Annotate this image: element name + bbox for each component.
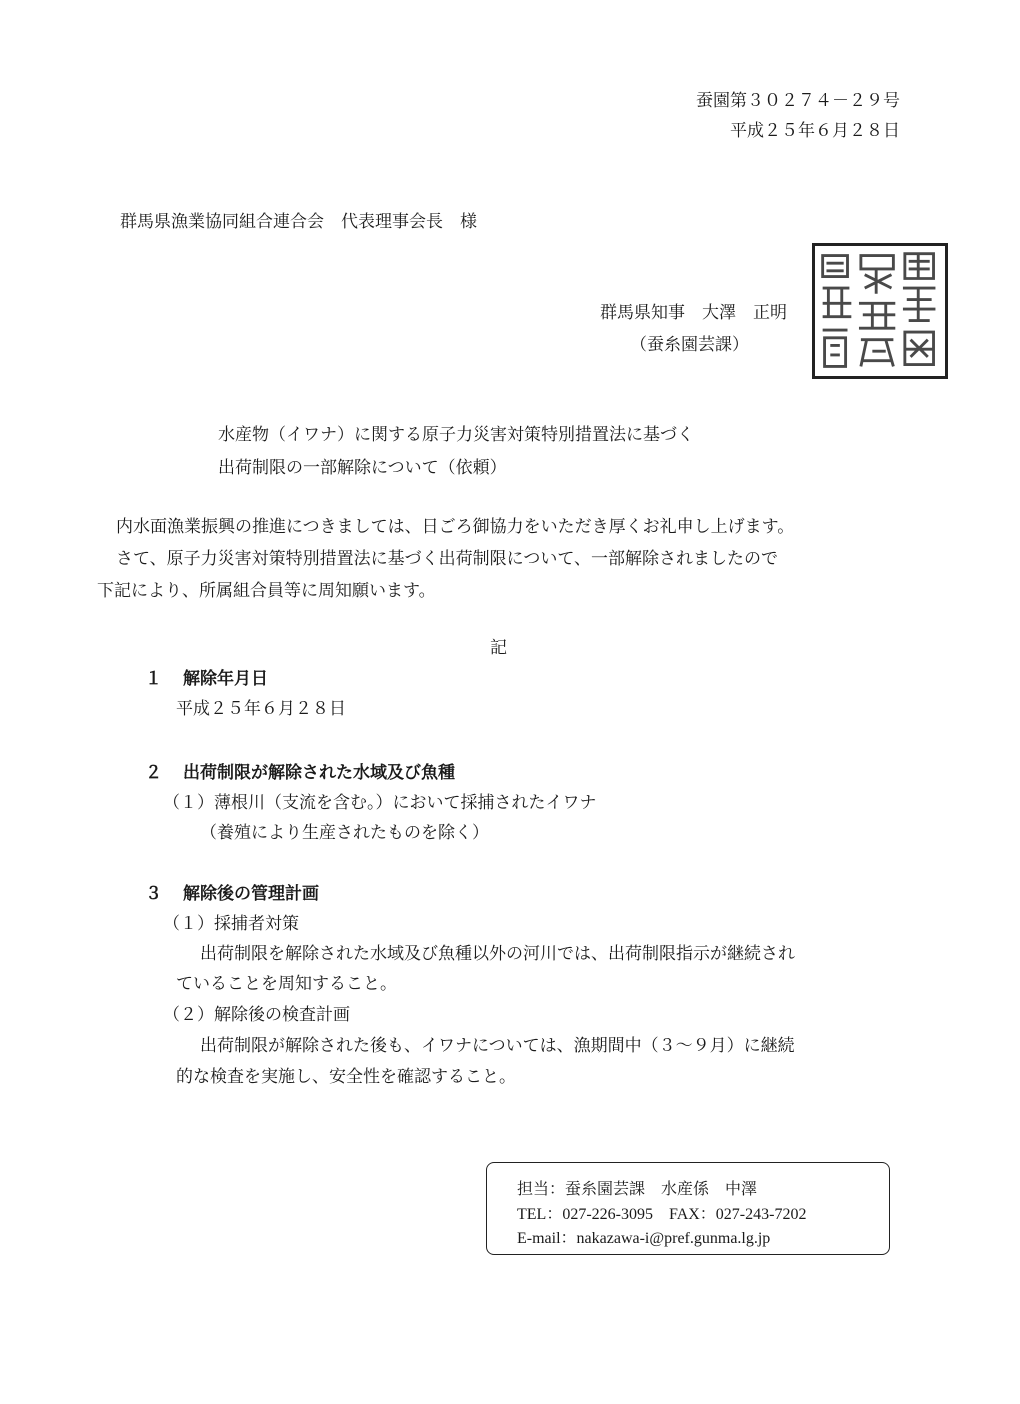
body-line-3: 下記により、所属組合員等に周知願います。 [97,581,436,601]
section3-item1-line2: ていることを周知すること。 [176,974,397,994]
sender-department: （蚕糸園芸課） [630,335,749,355]
contact-box [486,1162,890,1255]
sender-name: 群馬県知事 大澤 正明 [600,303,787,323]
section3-item1-line1: 出荷制限を解除された水域及び魚種以外の河川では、出荷制限指示が継続され [200,944,795,964]
section2-number: ２ [145,763,162,783]
ki-heading: 記 [490,638,507,658]
body-line-2: さて、原子力災害対策特別措置法に基づく出荷制限について、一部解除されましたので [116,549,778,569]
contact-email: E-mail：nakazawa-i@pref.gunma.lg.jp [517,1230,771,1247]
section3-item2-line1: 出荷制限が解除された後も、イワナについては、漁期間中（３～９月）に継続 [200,1036,795,1056]
contact-person: 担当：蚕糸園芸課 水産係 中澤 [517,1181,758,1198]
section2-item1: （１）薄根川（支流を含む。）において採捕されたイワナ [163,793,597,813]
body-line-1: 内水面漁業振興の推進につきましては、日ごろ御協力をいただき厚くお礼申し上げます。 [116,517,795,537]
section1-title: 解除年月日 [183,669,268,689]
section3-title: 解除後の管理計画 [183,884,319,904]
section1-number: １ [145,669,162,689]
section2-title: 出荷制限が解除された水域及び魚種 [183,763,455,783]
document-date: 平成２５年６月２８日 [730,121,900,141]
seal-icon [815,246,945,376]
section3-number: ３ [145,884,162,904]
contact-phones: TEL：027-226-3095 FAX：027-243-7202 [517,1206,807,1223]
section2-item1-note: （養殖により生産されたものを除く） [200,823,489,843]
document-number: 蚕園第３０２７４－２９号 [696,91,900,111]
official-seal [812,243,948,379]
section3-item2-line2: 的な検査を実施し、安全性を確認すること。 [176,1067,516,1087]
section1-content: 平成２５年６月２８日 [176,699,346,719]
addressee: 群馬県漁業協同組合連合会 代表理事会長 様 [120,212,477,232]
subject-line-1: 水産物（イワナ）に関する原子力災害対策特別措置法に基づく [218,425,694,445]
subject-line-2: 出荷制限の一部解除について（依頼） [218,458,507,478]
section3-item2-title: （２）解除後の検査計画 [163,1005,350,1025]
section3-item1-title: （１）採捕者対策 [163,914,299,934]
